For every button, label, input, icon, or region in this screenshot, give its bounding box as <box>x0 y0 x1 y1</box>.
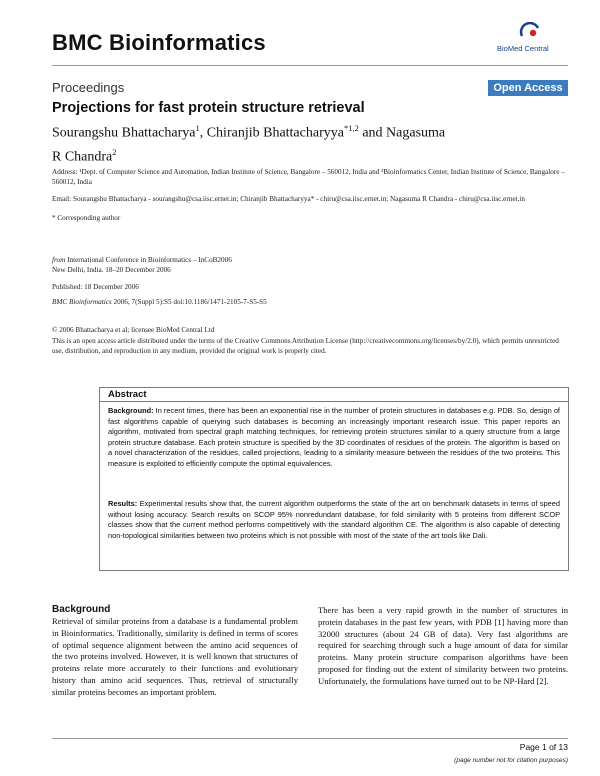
logo-text: BioMed Central <box>497 44 549 53</box>
affiliation-address: Address: ¹Dept. of Computer Science and Automation, Indian Institute of Science, Bangalore – 560012, India and ²Bioinformatics Center, Indian Institute of Science, Bangalore – 560012, India <box>52 168 565 186</box>
author-list <box>52 119 452 166</box>
journal-title: BMC Bioinformatics <box>52 30 266 55</box>
background-heading: Background <box>52 604 111 615</box>
corresponding-author-note: * Corresponding author <box>52 214 121 222</box>
biomed-central-logo <box>497 22 567 52</box>
section-label: Proceedings <box>52 80 125 95</box>
body-right-column: There has been a very rapid growth in the number of structures in protein databases in the past few years, with PDB [1] having more than 32000 structures (about 24 GB of data). Very fast algorithms are required for searching through such a huge amount of data for similar proteins. Many protein structure comparison algorithms have been proposed for finding out the extent of similarity between two proteins. Unfortunately, the formulations have turned out to be NP-Hard [2]. <box>318 605 568 686</box>
body-left-column: Retrieval of similar proteins from a database is a fundamental problem in Bioinformatics. Traditionally, similarity is defined in terms of scores of optimal sequence alignment between the amino acid sequences of the two proteins involved. However, it is well known that structures of proteins relate more accurately to their functions and evolutionary history than amino acid sequences. Thus, retrieval of structurally similar proteins becomes an important problem. <box>52 616 298 697</box>
author-emails: Email: Sourangshu Bhattacharya - sourangshu@csa.iisc.ernet.in; Chiranjib Bhattacharyya* - chiru@csa.iisc.ernet.in; Nagasuma R Chandra - chiru@csa.iisc.ernet.in <box>52 195 525 203</box>
footer-rule <box>52 738 568 739</box>
article-title: Projections for fast protein structure retrieval <box>52 100 365 116</box>
conference-info <box>52 256 568 275</box>
page-note: (page number not for citation purposes) <box>454 757 568 764</box>
open-access-badge: Open Access <box>488 80 568 96</box>
published-date: Published: 18 December 2006 <box>52 283 139 291</box>
abstract-heading: Abstract <box>100 388 568 402</box>
author-affiliation: 1 <box>195 123 200 133</box>
citation-journal: BMC Bioinformatics <box>52 298 112 306</box>
author-name: Nagasuma R Chandra <box>52 125 446 165</box>
author-affiliation: 2 <box>112 146 117 157</box>
abstract-results-text: Experimental results show that, the current algorithm outperforms the state of the art on benchmark datasets in terms of speed without losing accuracy. Search results on SCOP 95% nonredundant database, for fold similarity with 5 proteins from different SCOP classes show that the current method performs competitively with the standard algorithm CE. The algorithm is also capable of detecting non-topological similarities between two proteins which is not possible with most of the state of the art tools like Dali. <box>108 499 560 540</box>
license-text: This is an open access article distributed under the terms of the Creative Commons Attribution License (http://creativecommons.org/licenses/by/2.0), which permits unrestricted use, distribution, and reproduction in any medium, provided the original work is properly cited. <box>52 337 559 355</box>
author-name: Chiranjib Bhattacharyya <box>206 125 344 141</box>
author-separator: and <box>358 125 387 141</box>
header-rule <box>52 65 568 66</box>
citation-details: 2006, 7(Suppl 5):S5 doi:10.1186/1471-2105-7-S5-S5 <box>111 298 267 306</box>
abstract-background <box>108 406 560 470</box>
abstract-box <box>99 387 569 571</box>
author-name: Sourangshu Bhattacharya <box>52 125 196 141</box>
abstract-results <box>108 499 560 541</box>
page-number: Page 1 of 13 <box>519 742 568 752</box>
abstract-background-text: In recent times, there has been an exponential rise in the number of protein structures in databases e.g. PDB. So, design of fast algorithms capable of querying such databases is becoming an increasingly important research issue. This paper reports an algorithm, motivated from spectral graph matching techniques, for retrieving protein structures similar to a query structure from a large protein structure database. Each protein structure is specified by the 3D coordinates of residues of the protein. The algorithm is based on a novel characterization of the residues, called projections, leading to a similarity measure between the residues of the two proteins. This measure is exploited to efficiently compute the optimal equivalences. <box>108 406 560 468</box>
conference-location: New Delhi, India. 18–20 December 2006 <box>52 265 171 274</box>
author-affiliation: *1,2 <box>343 123 359 133</box>
biomed-logo-icon <box>519 22 541 40</box>
abstract-results-label: Results: <box>108 499 138 508</box>
author-separator: , <box>199 125 207 141</box>
abstract-background-label: Background: <box>108 406 154 415</box>
conference-name: International Conference in Bioinformatics – InCoB2006 <box>67 256 232 264</box>
copyright-line: © 2006 Bhattacharya et al; licensee BioMed Central Ltd <box>52 326 215 334</box>
citation <box>52 298 568 308</box>
from-label: from <box>52 256 66 264</box>
